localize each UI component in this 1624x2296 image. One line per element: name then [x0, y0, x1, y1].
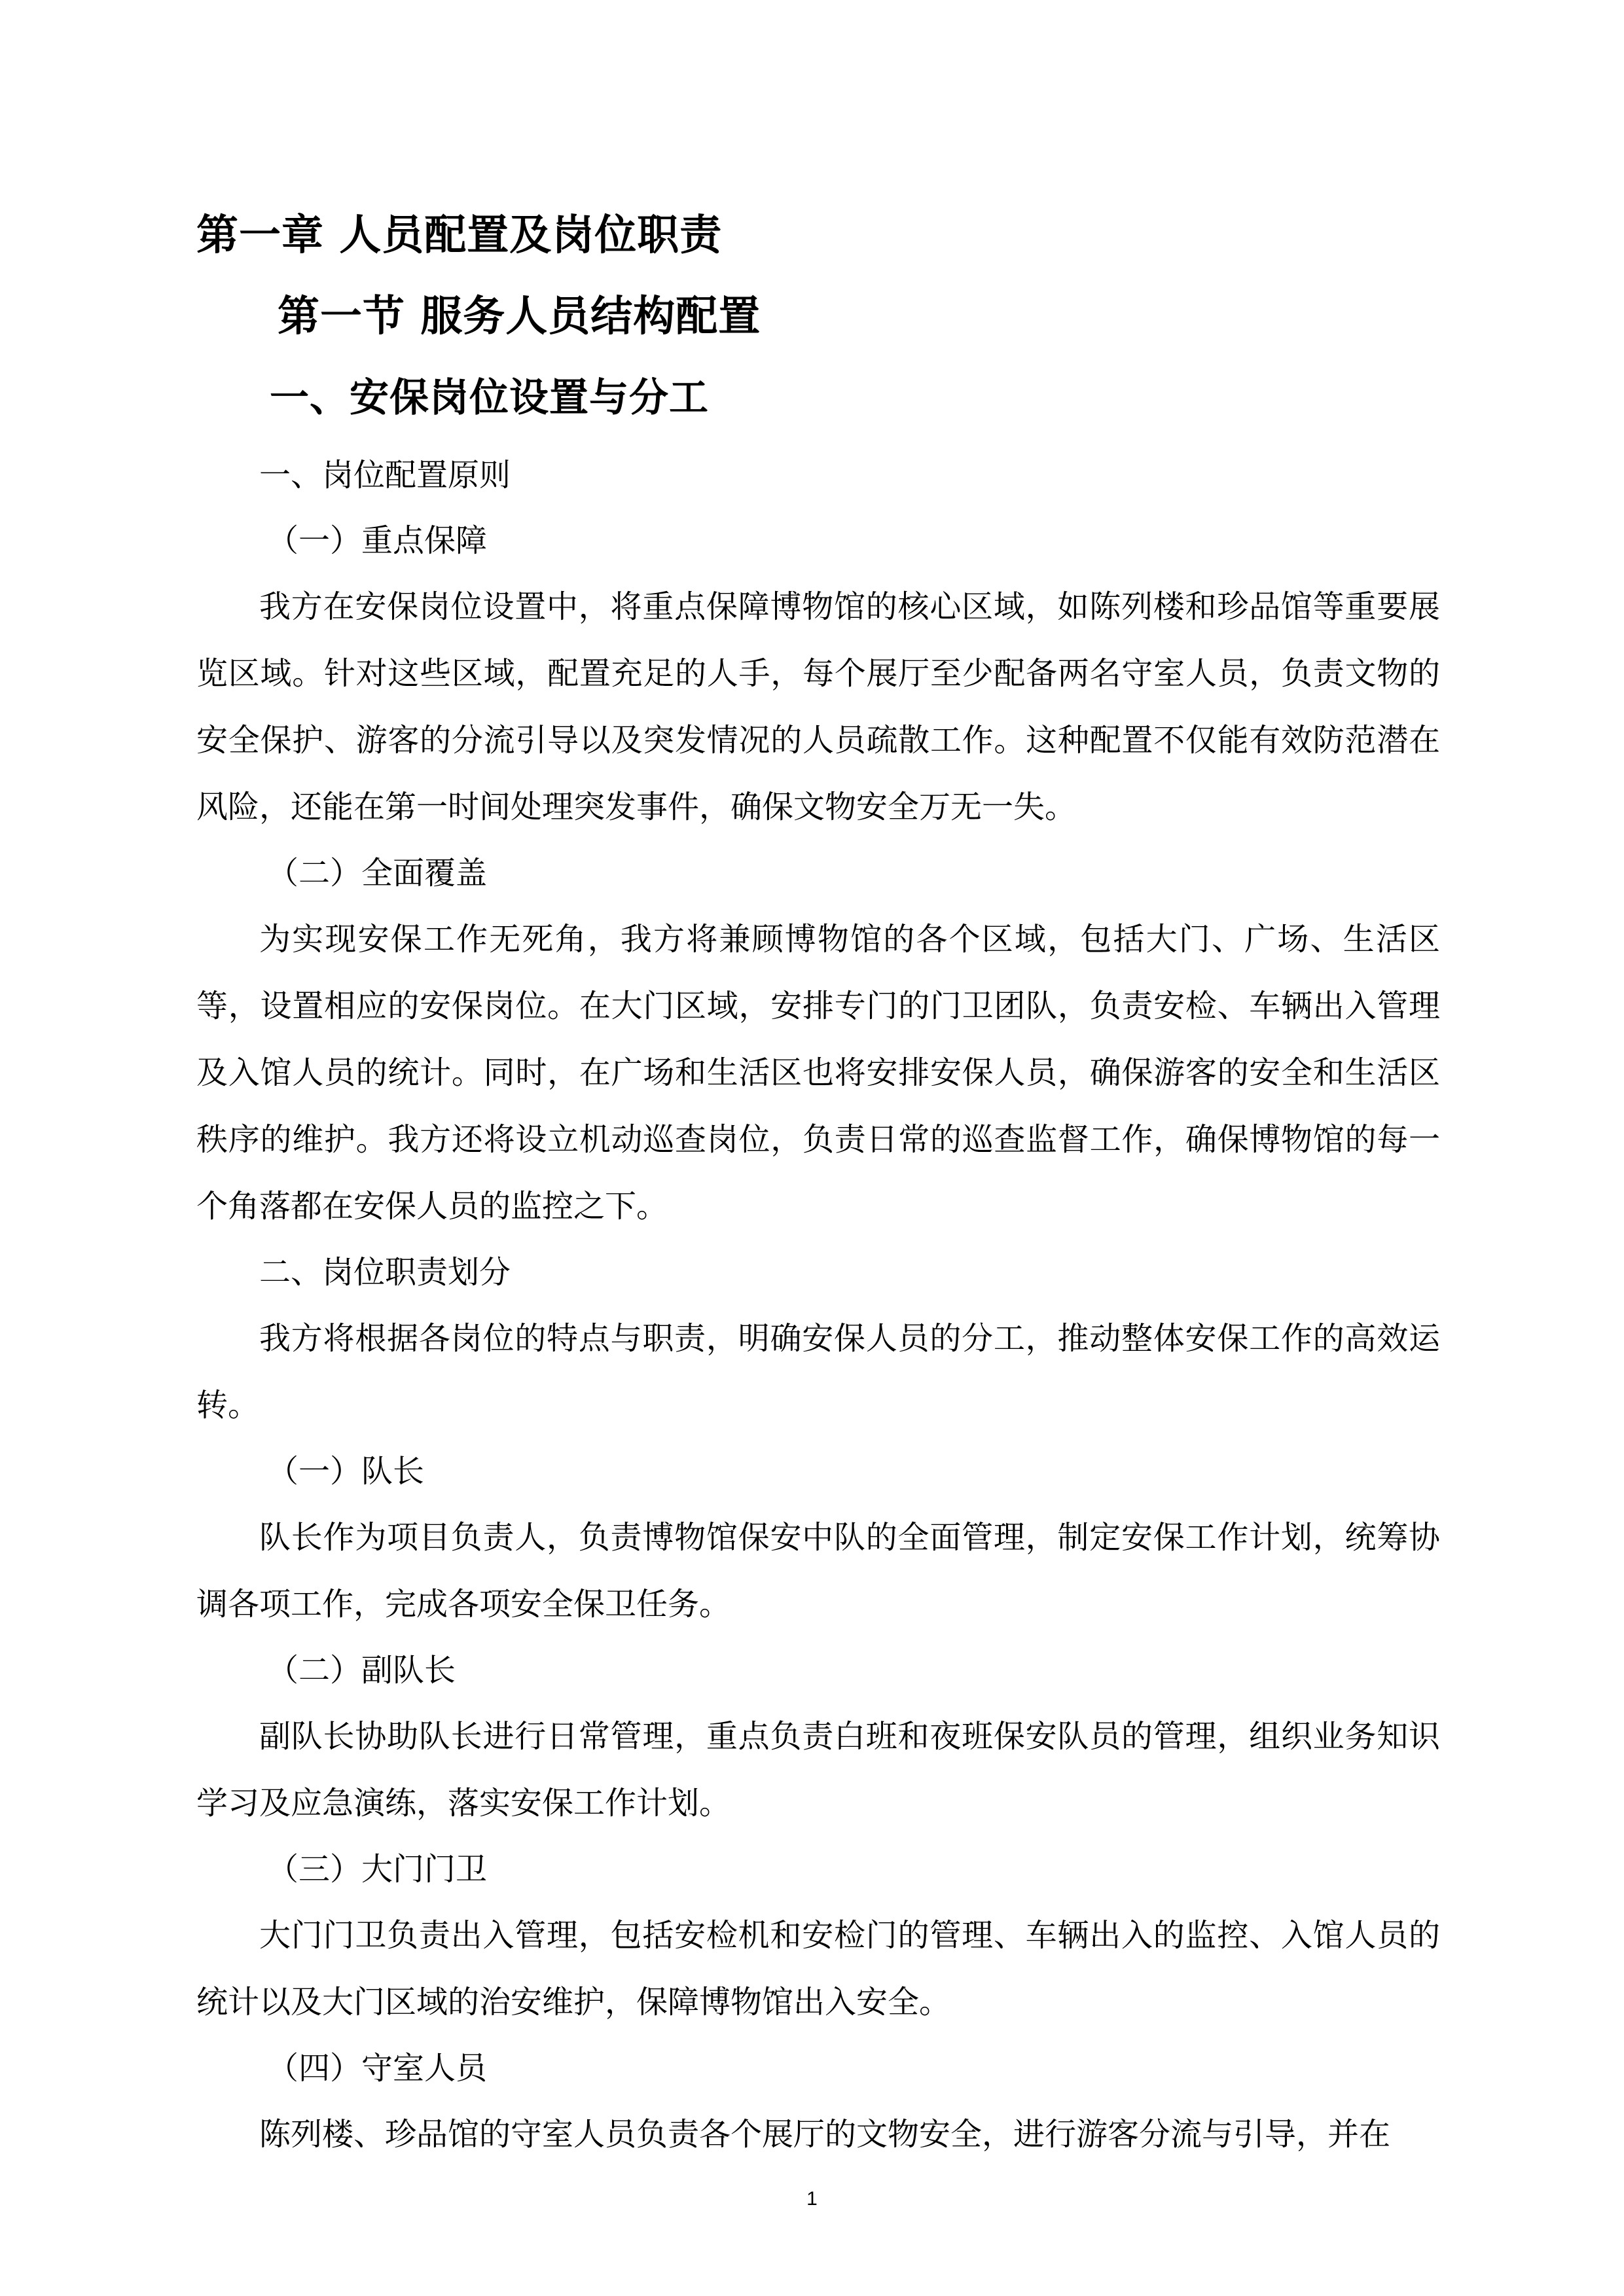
part2-item3-paragraph: 大门门卫负责出入管理，包括安检机和安检门的管理、车辆出入的监控、入馆人员的统计以及大门区域的治安维护，保障博物馆出入安全。 [196, 1917, 1440, 2020]
part2-item4-paragraph: 陈列楼、珍品馆的守室人员负责各个展厅的文物安全，进行游客分流与引导，并在 [259, 2116, 1391, 2153]
part1-item2-paragraph: 为实现安保工作无死角，我方将兼顾博物馆的各个区域，包括大门、广场、生活区等，设置相应的安保岗位。在大门区域，安排专门的门卫团队，负责安检、车辆出入管理及入馆人员的统计。同时，在广场和生活区也将安排安保人员，确保游客的安全和生活区秩序的维护。我方还将设立机动巡查岗位，负责日常的巡查监督工作，确保博物馆的每一个角落都在安保人员的监控之下。 [196, 921, 1440, 1225]
subsection-title: 一、安保岗位设置与分工 [270, 375, 709, 421]
page-number: 1 [806, 2188, 818, 2210]
section-title: 第一节 服务人员结构配置 [278, 292, 761, 341]
page-content [196, 203, 1440, 2168]
part2-item4-heading: （四）守室人员 [267, 2050, 488, 2087]
part1-item1-paragraph: 我方在安保岗位设置中，将重点保障博物馆的核心区域，如陈列楼和珍品馆等重要展览区域。针对这些区域，配置充足的人手，每个展厅至少配备两名守室人员，负责文物的安全保护、游客的分流引导以及突发情况的人员疏散工作。这种配置不仅能有效防范潜在风险，还能在第一时间处理突发事件，确保文物安全万无一失。 [196, 588, 1440, 825]
part2-item1-heading: （一）队长 [267, 1453, 425, 1490]
part1-heading: 一、岗位配置原则 [259, 457, 511, 493]
chapter-title: 第一章 人员配置及岗位职责 [196, 211, 723, 260]
part2-item2-paragraph: 副队长协助队长进行日常管理，重点负责白班和夜班保安队员的管理，组织业务知识学习及应急演练，落实安保工作计划。 [196, 1718, 1440, 1821]
part1-item1-heading: （一）重点保障 [267, 522, 488, 559]
part2-item1-paragraph: 队长作为项目负责人，负责博物馆保安中队的全面管理，制定安保工作计划，统筹协调各项工作，完成各项安全保卫任务。 [196, 1519, 1440, 1623]
part2-intro-paragraph: 我方将根据各岗位的特点与职责，明确安保人员的分工，推动整体安保工作的高效运转。 [196, 1320, 1440, 1424]
part1-item2-heading: （二）全面覆盖 [267, 855, 488, 891]
part2-item2-heading: （二）副队长 [267, 1652, 456, 1689]
part2-heading: 二、岗位职责划分 [259, 1254, 511, 1291]
part2-item3-heading: （三）大门门卫 [267, 1851, 488, 1888]
